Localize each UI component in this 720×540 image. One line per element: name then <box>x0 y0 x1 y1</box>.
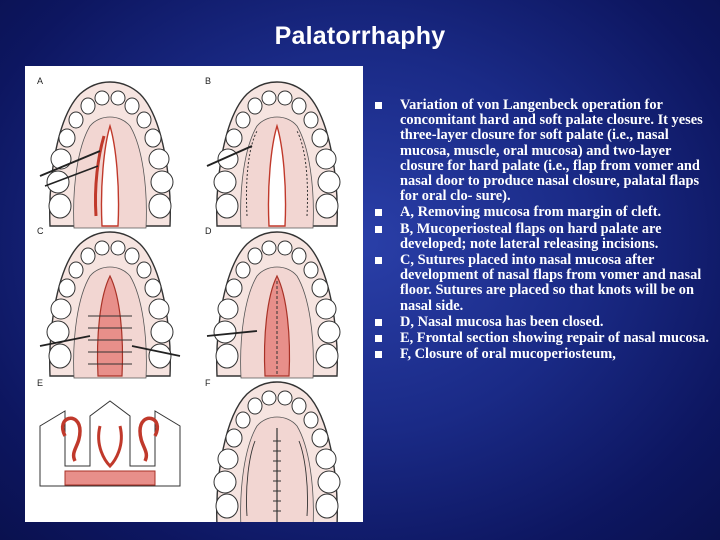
bullet-text: A, Removing mucosa from margin of cleft. <box>400 204 662 221</box>
bullet-marker <box>375 226 382 233</box>
panel-label-c: C <box>37 226 44 236</box>
slide-title: Palatorrhaphy <box>274 22 446 50</box>
bullet-list <box>375 98 715 363</box>
bullet-item <box>375 315 715 330</box>
bullet-marker <box>375 209 382 216</box>
bullet-item <box>375 347 715 362</box>
bullet-text: B, Mucoperiosteal flaps on hard palate are developed; note lateral releasing incisions. <box>400 220 662 252</box>
panel-label-b: B <box>205 76 212 86</box>
panel-label-f: F <box>205 378 211 388</box>
bullet-text: C, Sutures placed into nasal mucosa after development of nasal flaps from vomer and nasal floor. Sutures are placed so that knots will be on nasal side. <box>400 252 702 314</box>
bullet-marker <box>375 319 382 326</box>
bullet-marker <box>375 351 382 358</box>
bullet-text: D, Nasal mucosa has been closed. <box>400 313 604 330</box>
bullet-item <box>375 98 715 204</box>
bullet-marker <box>375 102 382 109</box>
bullet-text: F, Closure of oral mucoperiosteum, <box>400 346 616 363</box>
bullet-item <box>375 222 715 252</box>
bullet-item <box>375 331 715 346</box>
palatorrhaphy-illustration <box>25 66 363 522</box>
panel-label-a: A <box>37 76 44 86</box>
bullet-item <box>375 253 715 314</box>
bullet-marker <box>375 335 382 342</box>
bullet-item <box>375 205 715 220</box>
panel-label-d: D <box>205 226 212 236</box>
panel-label-e: E <box>37 378 44 388</box>
bullet-text: Variation of von Langenbeck operation for concomitant hard and soft palate closure. It yeses three-layer closure for soft palate (i.e., nasal mucosa, muscle, oral mucosa) and two-layer closure for hard palate (i.e., flap from vomer and nasal door to produce nasal closure, palatal flaps for oral clo- sure). <box>400 97 703 205</box>
bullet-text: E, Frontal section showing repair of nasal mucosa. <box>400 330 710 347</box>
bullet-marker <box>375 257 382 264</box>
